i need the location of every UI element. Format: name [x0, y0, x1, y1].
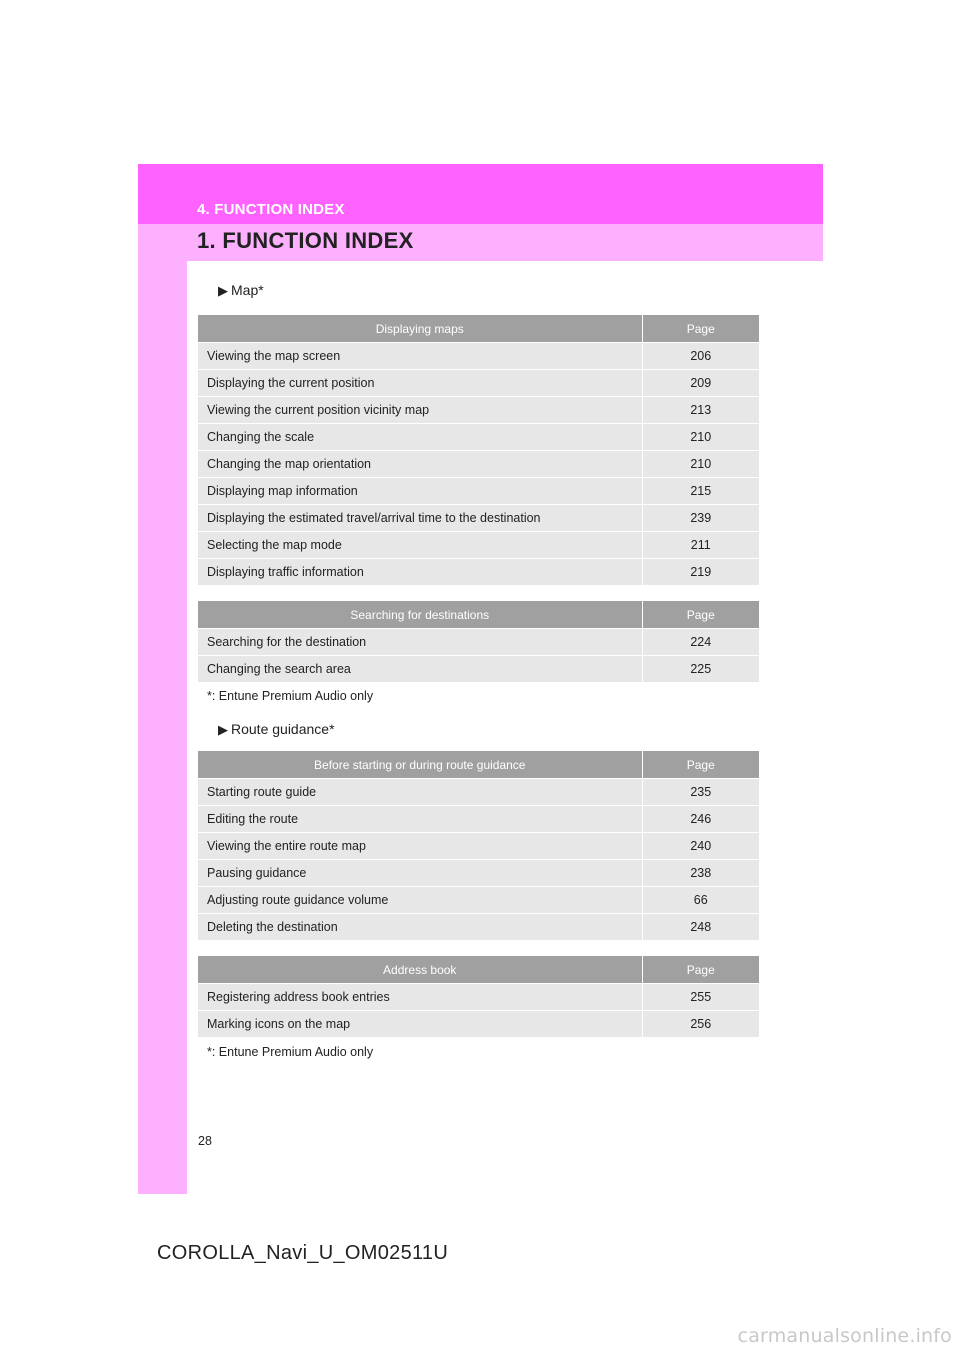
table-row [198, 1011, 759, 1038]
map-subhead [218, 282, 264, 299]
side-tab-band [138, 164, 187, 1194]
route-subhead-label: Route guidance* [231, 721, 335, 737]
row-label: Searching for the destination [198, 629, 642, 656]
table-header-page: Page [642, 956, 759, 984]
table-row [198, 656, 759, 683]
table-row [198, 629, 759, 656]
row-page: 256 [642, 1011, 759, 1038]
table-row [198, 559, 759, 586]
table-row [198, 451, 759, 478]
row-page: 240 [642, 833, 759, 860]
page-title: 1. FUNCTION INDEX [197, 228, 414, 253]
table-row [198, 984, 759, 1011]
row-label: Starting route guide [198, 779, 642, 806]
table-row [198, 424, 759, 451]
footnote: *: Entune Premium Audio only [207, 689, 374, 703]
row-label: Editing the route [198, 806, 642, 833]
triangle-right-icon: ▶ [218, 283, 228, 298]
table-row [198, 532, 759, 559]
table-row [198, 860, 759, 887]
displaying-maps-table [198, 315, 759, 586]
table-row [198, 370, 759, 397]
table-header-topic: Before starting or during route guidance [198, 751, 642, 779]
row-label: Displaying traffic information [198, 559, 642, 586]
row-page: 213 [642, 397, 759, 424]
table-row [198, 914, 759, 941]
row-page: 224 [642, 629, 759, 656]
row-page: 239 [642, 505, 759, 532]
table-row [198, 343, 759, 370]
section-label: 4. FUNCTION INDEX [197, 201, 345, 218]
row-label: Displaying map information [198, 478, 642, 505]
table-row [198, 887, 759, 914]
row-page: 246 [642, 806, 759, 833]
table-row [198, 806, 759, 833]
row-label: Adjusting route guidance volume [198, 887, 642, 914]
row-page: 238 [642, 860, 759, 887]
table-header-topic: Searching for destinations [198, 601, 642, 629]
searching-destinations-table [198, 601, 759, 683]
row-page: 235 [642, 779, 759, 806]
address-book-table [198, 956, 759, 1038]
row-label: Changing the search area [198, 656, 642, 683]
row-label: Pausing guidance [198, 860, 642, 887]
table-header-page: Page [642, 315, 759, 343]
row-page: 225 [642, 656, 759, 683]
row-label: Registering address book entries [198, 984, 642, 1011]
row-page: 215 [642, 478, 759, 505]
row-label: Selecting the map mode [198, 532, 642, 559]
watermark: carmanualsonline.info [737, 1325, 952, 1347]
row-page: 206 [642, 343, 759, 370]
route-guidance-table [198, 751, 759, 941]
row-page: 210 [642, 424, 759, 451]
row-label: Displaying the estimated travel/arrival time to the destination [198, 505, 642, 532]
row-page: 210 [642, 451, 759, 478]
table-header-page: Page [642, 601, 759, 629]
row-page: 209 [642, 370, 759, 397]
row-label: Changing the map orientation [198, 451, 642, 478]
row-page: 255 [642, 984, 759, 1011]
row-label: Deleting the destination [198, 914, 642, 941]
row-label: Viewing the current position vicinity map [198, 397, 642, 424]
table-header-page: Page [642, 751, 759, 779]
footnote: *: Entune Premium Audio only [207, 1045, 374, 1059]
table-row [198, 397, 759, 424]
row-label: Viewing the map screen [198, 343, 642, 370]
row-page: 211 [642, 532, 759, 559]
route-subhead [218, 721, 335, 738]
table-row [198, 505, 759, 532]
row-page: 219 [642, 559, 759, 586]
row-page: 66 [642, 887, 759, 914]
table-header-topic: Displaying maps [198, 315, 642, 343]
document-id: COROLLA_Navi_U_OM02511U [157, 1242, 449, 1264]
table-row [198, 478, 759, 505]
map-subhead-label: Map* [231, 282, 264, 298]
row-label: Changing the scale [198, 424, 642, 451]
page-number: 28 [198, 1134, 212, 1148]
row-label: Viewing the entire route map [198, 833, 642, 860]
row-label: Displaying the current position [198, 370, 642, 397]
table-header-topic: Address book [198, 956, 642, 984]
table-row [198, 779, 759, 806]
triangle-right-icon: ▶ [218, 722, 228, 737]
table-row [198, 833, 759, 860]
row-label: Marking icons on the map [198, 1011, 642, 1038]
row-page: 248 [642, 914, 759, 941]
